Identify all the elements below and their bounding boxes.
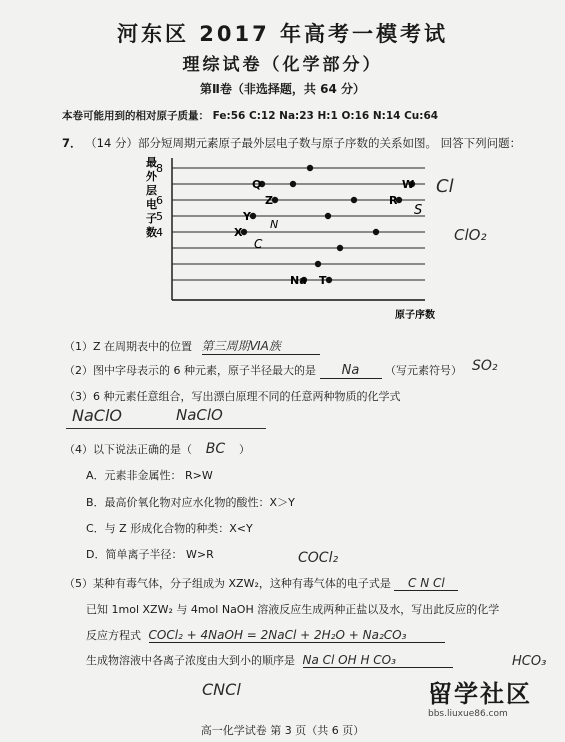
answer-3-line — [66, 428, 266, 429]
sub5-text-d: 生成物溶液中各离子浓度由大到小的顺序是 — [86, 654, 295, 667]
answer-5-electron: C N Cl — [394, 576, 458, 591]
data-point — [337, 245, 343, 251]
sub5-equation-row — [86, 627, 445, 643]
option-d-text: D．简单离子半径： — [86, 548, 183, 561]
exam-title: 河东区 2017 年高考一模考试 — [116, 22, 449, 46]
paper-title: 理综试卷（化学部分） — [182, 55, 383, 75]
data-point — [307, 165, 313, 171]
sub-question-5 — [64, 575, 458, 591]
answer-3b: NaClO — [176, 406, 223, 424]
answer-4: BC — [205, 441, 226, 457]
point-label: T — [319, 274, 327, 287]
chart-note-c: C — [254, 237, 263, 251]
point-label: Z — [265, 194, 273, 207]
data-point — [290, 181, 296, 187]
answer-3a: NaClO — [72, 406, 122, 425]
sub2-text: （2）图中字母表示的 6 种元素，原子半径最大的是 — [64, 364, 316, 377]
chart-note-s: S — [414, 203, 423, 218]
point-label: W — [402, 178, 415, 191]
option-d-tail: W>R — [185, 548, 214, 561]
sub4-close: ） — [239, 443, 250, 456]
y-tick-label: 5 — [156, 210, 163, 223]
option-a — [86, 467, 213, 483]
chart-note-n: N — [270, 218, 279, 231]
sub4-text: （4）以下说法正确的是（ — [64, 443, 192, 456]
atomic-masses-note: 本卷可能用到的相对原子质量： Fe:56 C:12 Na:23 H:1 O:16 N:14 Cu:64 — [62, 110, 439, 122]
answer-1: 第三周期ⅥA族 — [202, 337, 320, 355]
y-tick-label: 4 — [156, 226, 163, 239]
sub-question-3: （3）6 种元素任意组合，写出漂白原理不同的任意两种物质的化学式 — [64, 390, 401, 403]
margin-note-cncl: CNCl — [202, 680, 241, 699]
option-b: B．最高价氧化物对应水化物的酸性：X＞Y — [86, 496, 295, 509]
option-d — [86, 546, 214, 562]
data-point — [315, 261, 321, 267]
sub5-text-a: （5）某种有毒气体，分子组成为 XZW₂，这种有毒气体的电子式是 — [64, 577, 391, 590]
y-tick-label: 6 — [156, 194, 163, 207]
margin-note-cl: Cl — [436, 176, 454, 197]
option-c: C．与 Z 形成化合物的种类：X<Y — [86, 522, 253, 535]
point-label: Y — [243, 210, 251, 223]
data-point — [351, 197, 357, 203]
sub1-text: （1）Z 在周期表中的位置 — [64, 340, 193, 353]
x-axis-label: 原子序数 — [395, 310, 435, 321]
question-number: 7． — [62, 136, 82, 150]
sub2-tail: （写元素符号） — [385, 364, 462, 377]
y-axis-label: 最外层电子数 — [146, 156, 157, 239]
sub-question-4 — [64, 441, 250, 457]
margin-note-clo2: ClO₂ — [454, 226, 487, 244]
answer-5-ions: Na Cl OH H CO₃ — [303, 653, 453, 668]
point-label: Na — [290, 274, 307, 287]
answer-2: Na — [320, 363, 382, 379]
margin-note-cocl2: COCl₂ — [298, 550, 339, 566]
sub5-text-b: 已知 1mol XZW₂ 与 4mol NaOH 溶液反应生成两种正盐以及水，写出此反应的化学 — [86, 603, 500, 616]
sub-question-2 — [64, 362, 462, 379]
data-point — [326, 277, 332, 283]
sub-question-1 — [64, 337, 320, 355]
watermark-text: 留学社区 — [428, 680, 532, 708]
question-stem-text: （14 分）部分短周期元素原子最外层电子数与原子序数的关系如图。 回答下列问题： — [85, 136, 522, 150]
point-label: R — [389, 194, 398, 207]
sub5-text-c: 反应方程式 — [86, 629, 141, 642]
page-footer: 高一化学试卷 第 3 页（共 6 页） — [200, 724, 365, 737]
watermark — [428, 680, 552, 722]
option-a-tail: R>W — [185, 469, 213, 482]
data-point — [325, 213, 331, 219]
sub5-ions-row — [86, 652, 453, 668]
y-tick-label: 8 — [156, 162, 163, 175]
margin-note-so2: SO₂ — [472, 358, 498, 374]
watermark-url: bbs.liuxue86.com — [428, 709, 508, 719]
section-heading: 第Ⅱ卷（非选择题，共 64 分） — [200, 82, 365, 96]
margin-note-hco3: HCO₃ — [512, 654, 547, 669]
data-point — [373, 229, 379, 235]
answer-5-equation: COCl₂ + 4NaOH = 2NaCl + 2H₂O + Na₂CO₃ — [149, 628, 445, 643]
point-label: Q — [252, 178, 262, 191]
option-a-text: A．元素非金属性： — [86, 469, 182, 482]
point-label: X — [234, 226, 243, 239]
